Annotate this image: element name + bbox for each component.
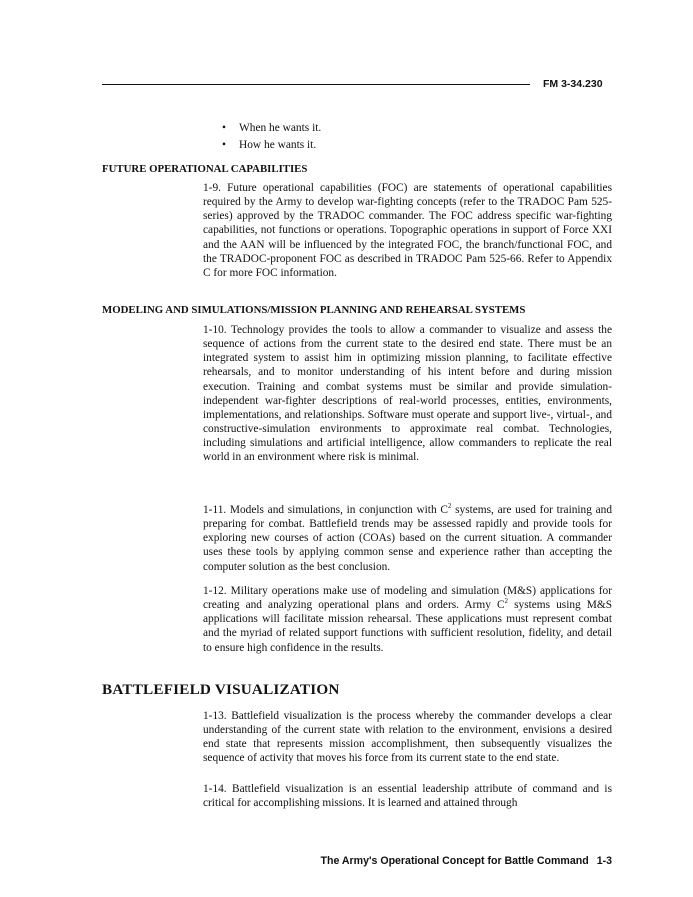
heading-modeling-simulations: MODELING AND SIMULATIONS/MISSION PLANNING AND REHEARSAL SYSTEMS [102, 304, 526, 316]
list-item [222, 137, 321, 154]
page-number: 1-3 [596, 855, 612, 867]
paragraph-1-12-start: 1-12. Military operations make use of modeling and simulation (M&S) applications for creating and analyzing operational plans and orders. Army C [203, 585, 612, 612]
bullet-icon: • [222, 139, 226, 151]
superscript: 2 [447, 502, 452, 510]
heading-future-operational-capabilities: FUTURE OPERATIONAL CAPABILITIES [102, 163, 308, 175]
paragraph-1-14: 1-14. Battlefield visualization is an essential leadership attribute of command and is critical for accomplishing missions. It is learned and attained through [203, 783, 612, 810]
paragraph-1-9: 1-9. Future operational capabilities (FOC) are statements of operational capabilities required by the Army to develop war-fighting concepts (refer to the TRADOC Pam 525-series) approved by the TRADOC commander. The FOC address specific war-fighting capabilities, not functions or operations. Topographic operations in support of Force XXI and the AAN will be influenced by the integrated FOC, the branch/functional FOC, and the TRADOC-proponent FOC as described in TRADOC Pam 525-66. Refer to Appendix C for more FOC information. [203, 182, 612, 279]
paragraph-1-11-rest: systems, are used for training and preparing for combat. Battlefield trends may be assessed rapidly and provide tools for exploring new courses of action (COAs) based on the current situation. A commander uses these tools by applying common sense and experience rather than accepting the computer solution as the best conclusion. [203, 504, 612, 573]
superscript: 2 [504, 597, 509, 606]
header-rule [102, 84, 530, 85]
bullet-text: When he wants it. [239, 122, 322, 134]
paragraph-1-10: 1-10. Technology provides the tools to allow a commander to visualize and assess the sequence of actions from the current state to the desired end state. There must be an integrated system to assist him in optimizing mission planning, to facilitate effective rehearsals, and to monitor understanding of his intent before and during mission execution. Training and combat systems must be similar and provide simulation-independent war-fighter descriptions of real-world processes, entities, environments, implementations, and relationships. Software must operate and support live-, virtual-, and constructive-simulation environments to approximate real combat. Technologies, including simulations and artificial intelligence, allow commanders to replicate the real world in an environment where risk is minimal. [203, 324, 612, 464]
paragraph-1-11-start: 1-11. Models and simulations, in conjunction with C [203, 504, 448, 516]
bullet-text: How he wants it. [239, 139, 317, 151]
paragraph-1-12-rest: systems using M&S applications will facilitate mission rehearsal. These applications must represent combat and the myriad of related support functions with sufficient resolution, fidelity, and detail to ensure high confidence in the results. [203, 599, 612, 654]
heading-battlefield-visualization: BATTLEFIELD VISUALIZATION [102, 681, 340, 698]
paragraph-1-13: 1-13. Battlefield visualization is the process whereby the commander develops a clear understanding of the current state with relation to the environment, envisions a desired end state that represents mission accomplishment, then subsequently visualizes the sequence of activity that moves his force from its current state to the end state. [203, 710, 612, 765]
footer-title: The Army's Operational Concept for Battle Command [320, 855, 589, 867]
bullet-list [222, 120, 321, 154]
list-item [222, 120, 321, 137]
paragraph-1-12 [203, 584, 612, 655]
paragraph-1-11 [203, 503, 612, 574]
page-footer [321, 855, 613, 867]
document-id: FM 3-34.230 [543, 78, 603, 90]
bullet-icon: • [222, 122, 226, 134]
